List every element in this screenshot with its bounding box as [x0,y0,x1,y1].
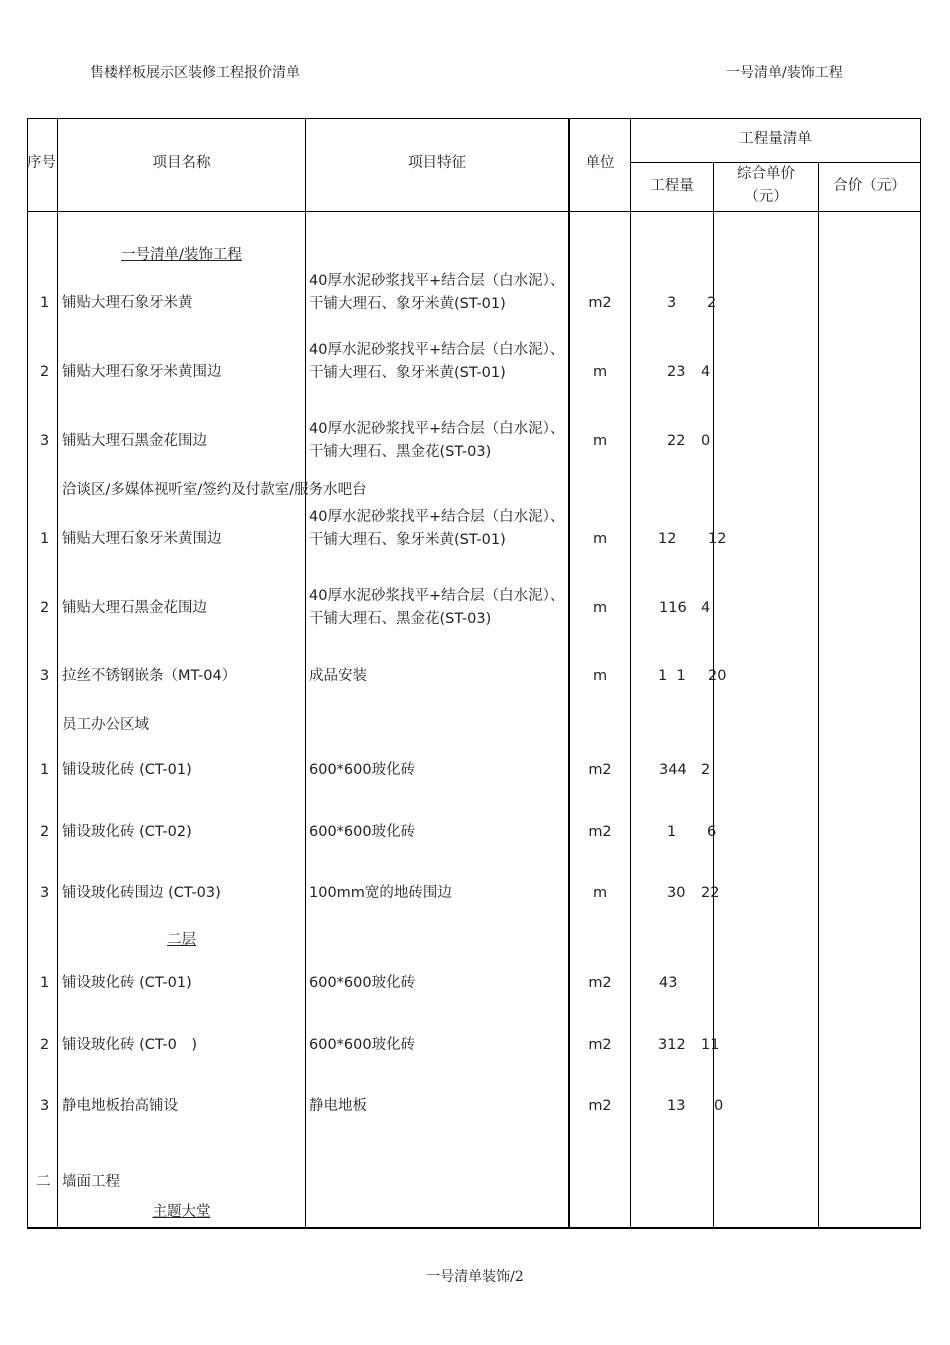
row-seq: 1 [40,295,50,311]
row-name: 铺设玻化砖 (CT-02) [62,824,192,840]
row-unit: m2 [588,1037,612,1053]
row-feature: 40厚水泥砂浆找平+结合层（白水泥）、干铺大理石、黑金花(ST-03) [309,588,565,627]
row-name: 铺设玻化砖 (CT-01) [62,762,192,778]
row-qty: 116 [659,600,687,616]
row-qty: 312 [658,1037,686,1053]
row-feature: 成品安装 [309,668,367,684]
row-price: 6 [707,824,717,840]
section-title: 二层 [167,932,196,948]
row-qty: 22 [667,433,686,449]
row-price: 4 [701,364,711,380]
col-header-feature: 项目特征 [408,155,466,171]
section-seq: 二 [36,1174,51,1190]
row-unit: m2 [588,975,612,991]
section-title: 洽谈区/多媒体视听室/签约及付款室/服务水吧台 [62,482,367,498]
row-name: 铺贴大理石黑金花围边 [62,600,207,616]
row-price: 20 [708,668,727,684]
row-name: 静电地板抬高铺设 [62,1098,178,1114]
row-seq: 3 [40,668,50,684]
section-title: 墙面工程 [62,1174,120,1190]
row-name: 铺设玻化砖 (CT-01) [62,975,192,991]
row-seq: 2 [40,600,50,616]
row-name: 铺贴大理石象牙米黄围边 [62,364,222,380]
row-qty: 3 [667,295,677,311]
row-feature: 600*600玻化砖 [309,1037,416,1053]
row-feature: 600*600玻化砖 [309,762,416,778]
row-feature: 40厚水泥砂浆找平+结合层（白水泥）、干铺大理石、象牙米黄(ST-01) [309,342,565,381]
row-unit: m [592,364,608,380]
row-seq: 2 [40,1037,50,1053]
section-subtitle: 主题大堂 [152,1204,211,1220]
row-feature: 40厚水泥砂浆找平+结合层（白水泥）、干铺大理石、象牙米黄(ST-01) [309,273,565,312]
col-header-unit-price: 综合单价 [737,166,795,182]
row-seq: 1 [40,531,50,547]
row-seq: 3 [40,885,50,901]
col-header-qty: 工程量 [650,178,694,194]
row-qty: 13 [667,1098,686,1114]
row-unit: m [592,600,608,616]
row-unit: m2 [588,295,612,311]
row-feature: 100mm宽的地砖围边 [309,885,452,901]
row-seq: 2 [40,824,50,840]
row-feature: 600*600玻化砖 [309,824,416,840]
row-price: 22 [701,885,720,901]
col-header-total: 合价（元） [833,178,906,194]
row-unit: m [592,531,608,547]
row-price: 0 [714,1098,724,1114]
row-price: 2 [701,762,711,778]
row-name: 拉丝不锈钢嵌条（MT-04） [62,668,237,684]
row-seq: 1 [40,975,50,991]
row-unit: m [592,433,608,449]
col-header-name: 项目名称 [152,155,211,171]
row-price: 4 [701,600,711,616]
row-feature: 600*600玻化砖 [309,975,416,991]
row-feature: 40厚水泥砂浆找平+结合层（白水泥）、干铺大理石、黑金花(ST-03) [309,421,565,460]
row-price: 0 [701,433,711,449]
row-unit: m2 [588,1098,612,1114]
row-name: 铺贴大理石象牙米黄围边 [62,531,222,547]
page-footer: 一号清单装饰/2 [426,1269,524,1285]
row-feature: 静电地板 [309,1098,367,1114]
col-header-seq: 序号 [27,155,56,171]
col-header-group: 工程量清单 [739,131,812,147]
row-seq: 3 [40,1098,50,1114]
row-price: 11 [701,1037,720,1053]
row-qty: 30 [667,885,686,901]
row-qty: 23 [667,364,686,380]
row-unit: m2 [588,824,612,840]
row-name: 铺设玻化砖 (CT-0 ) [62,1037,198,1053]
row-qty: 12 [658,531,677,547]
row-seq: 1 [40,762,50,778]
row-qty: 1 [667,824,677,840]
row-qty: 344 [659,762,687,778]
row-qty: 43 [659,975,678,991]
row-feature: 40厚水泥砂浆找平+结合层（白水泥）、干铺大理石、象牙米黄(ST-01) [309,509,565,548]
section-title: 一号清单/装饰工程 [121,247,242,263]
col-header-unit: 单位 [585,155,615,171]
row-price: 2 [707,295,717,311]
row-name: 铺贴大理石黑金花围边 [62,433,207,449]
header-category: 一号清单/装饰工程 [726,65,843,81]
row-price: 12 [708,531,727,547]
row-qty: 1 1 [658,668,686,684]
col-header-unit-price-unit: （元） [744,189,788,205]
row-unit: m [592,668,608,684]
row-seq: 3 [40,433,50,449]
row-seq: 2 [40,364,50,380]
row-unit: m2 [588,762,612,778]
row-name: 铺设玻化砖围边 (CT-03) [62,885,221,901]
document-title: 售楼样板展示区装修工程报价清单 [90,65,300,81]
row-name: 铺贴大理石象牙米黄 [62,295,193,311]
row-unit: m [592,885,608,901]
section-title: 员工办公区域 [62,717,149,733]
